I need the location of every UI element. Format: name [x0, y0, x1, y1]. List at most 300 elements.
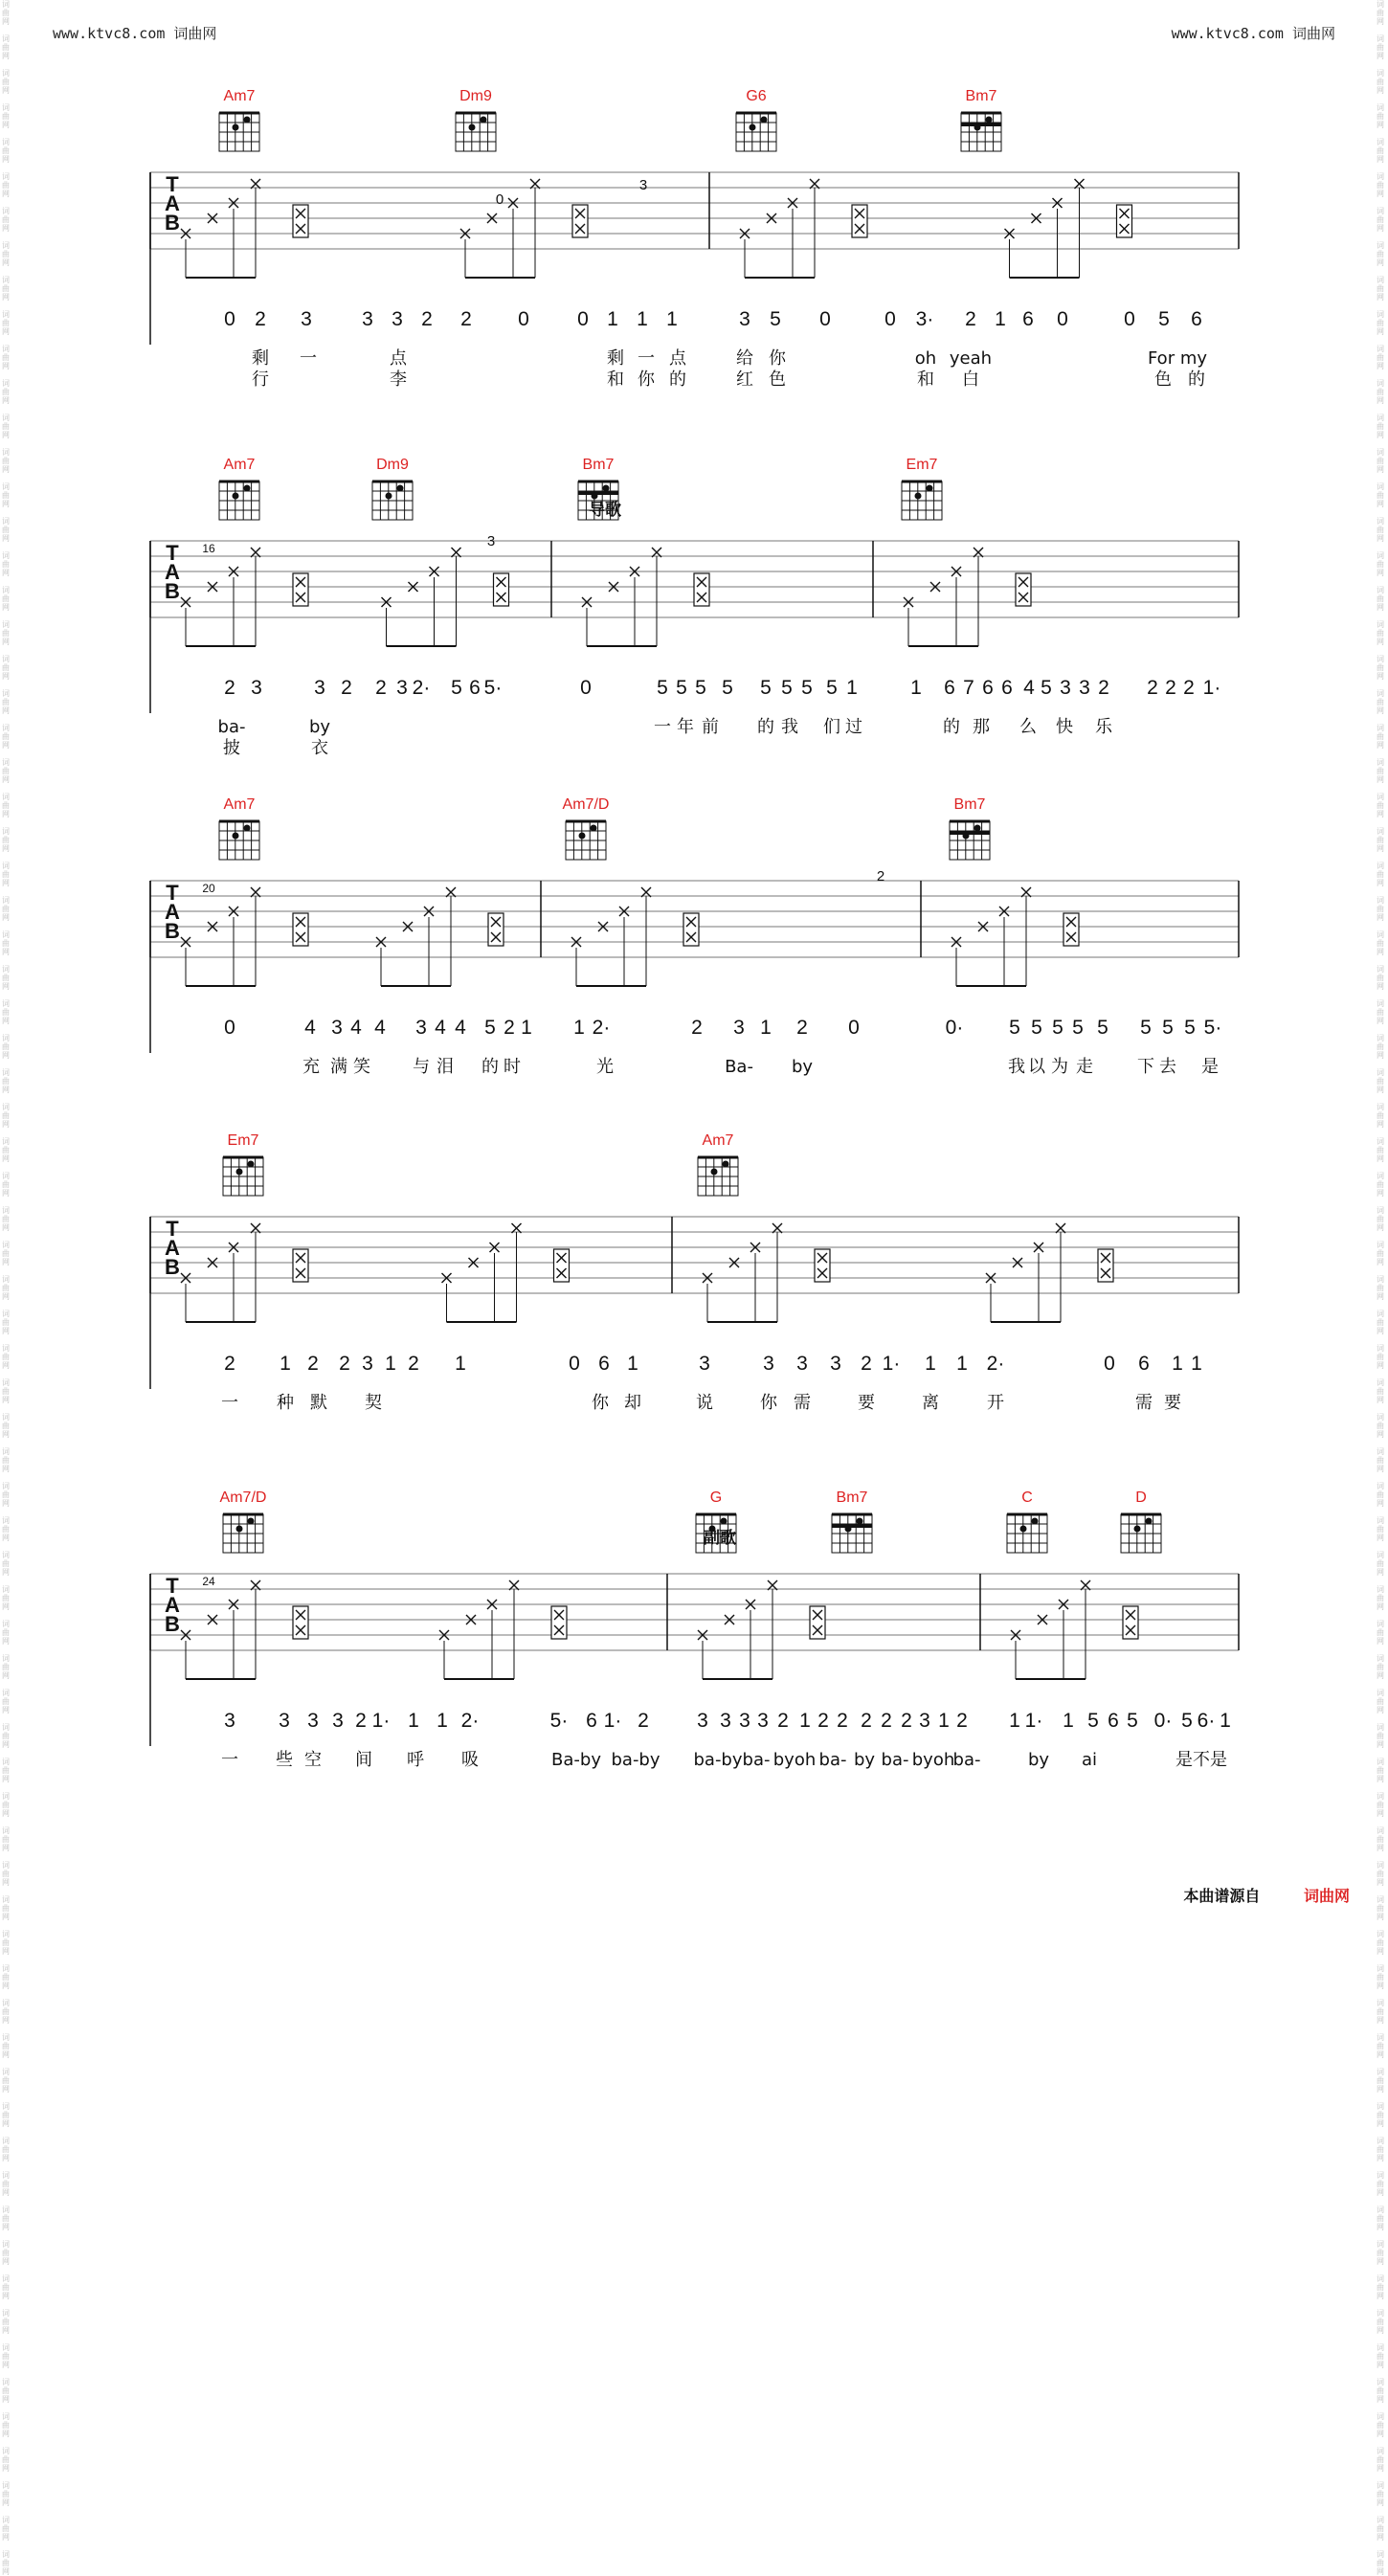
chord-dot [579, 833, 586, 840]
jianpu-note: 4 [455, 1017, 466, 1039]
lyric-line2: 行 [252, 370, 269, 390]
lyric-line1: 些 [276, 1750, 293, 1770]
chord-name: Am7/D [562, 796, 610, 813]
jianpu-note: 1 [925, 1353, 936, 1375]
chord-dot [591, 825, 597, 832]
tab-letter: A [165, 191, 180, 215]
jianpu-note: 1 [408, 1710, 419, 1732]
lyric-line1: 的 [943, 717, 960, 737]
jianpu-note: 3 [392, 308, 403, 330]
jianpu-note: 1 [1009, 1710, 1020, 1732]
tab-letter: A [165, 1236, 180, 1260]
header-site-left: www.ktvc8.com 词曲网 [53, 25, 217, 42]
lyric-line1: 种 [277, 1393, 294, 1413]
jianpu-note: 2 [881, 1710, 892, 1732]
jianpu-note: 5 [760, 677, 772, 699]
chord-dot [244, 485, 251, 492]
chord-dot [1032, 1518, 1039, 1525]
lyric-line1: 前 [702, 717, 719, 737]
jianpu-note: 0 [884, 308, 896, 330]
chord-dot [761, 117, 768, 123]
lyric-line1: 我 [781, 717, 798, 737]
chord-dot [1020, 1526, 1027, 1533]
chord-dot [1146, 1518, 1153, 1525]
jianpu-note: 1 [627, 1353, 638, 1375]
jianpu-note: 4 [374, 1017, 386, 1039]
footer [1183, 1884, 1350, 1906]
jianpu-note: 1 [385, 1353, 396, 1375]
jianpu-note: 0 [580, 677, 592, 699]
jianpu-note: 0 [819, 308, 831, 330]
jianpu-note: 0 [224, 308, 235, 330]
jianpu-note: 2 [777, 1710, 789, 1732]
jianpu-note: 1 [1191, 1353, 1202, 1375]
jianpu-note: 0· [1153, 1710, 1173, 1732]
chord-name: G6 [746, 88, 767, 104]
jianpu-note: 6 [1138, 1353, 1150, 1375]
tab-chord-box [1063, 913, 1079, 946]
jianpu-note: 5· [1203, 1017, 1222, 1039]
tab-letter: T [166, 881, 179, 905]
lyric-line1: 一 [654, 717, 671, 737]
jianpu-note: 5 [1158, 308, 1170, 330]
jianpu-note: 1· [603, 1710, 622, 1732]
jianpu-note: 1 [1172, 1353, 1183, 1375]
tab-letter: B [165, 1612, 180, 1636]
jianpu-note: 2 [861, 1353, 872, 1375]
lyric-line1: 要 [1164, 1393, 1181, 1413]
jianpu-note: 6 [1001, 677, 1013, 699]
jianpu-note: 6 [469, 677, 481, 699]
lyric-line1: 离 [922, 1393, 939, 1413]
chord-dot [233, 124, 239, 131]
jianpu-note: 4 [435, 1017, 446, 1039]
tab-letter: T [166, 172, 179, 196]
chord-diagram [456, 113, 496, 151]
tab-chord-box [683, 913, 699, 946]
jianpu-note: 3 [796, 1353, 808, 1375]
chord-name: Am7/D [219, 1490, 267, 1506]
jianpu-note: 0 [1104, 1353, 1115, 1375]
chord-dot [481, 117, 487, 123]
chord-name: Em7 [227, 1132, 259, 1149]
lyric-line1: 为 [1051, 1057, 1068, 1077]
jianpu-note: 5 [801, 677, 813, 699]
jianpu-note: 2 [638, 1710, 649, 1732]
chord-dot [248, 1161, 255, 1168]
jianpu-note: 3 [332, 1710, 344, 1732]
lyric-line1: 需 [1135, 1393, 1153, 1413]
jianpu-note: 3 [251, 677, 262, 699]
chord-dot [236, 1526, 243, 1533]
header-site-right: www.ktvc8.com 词曲网 [1171, 25, 1335, 42]
lyric-line1: by [853, 1750, 876, 1770]
jianpu-note: 3 [739, 308, 750, 330]
jianpu-note: 0 [1057, 308, 1068, 330]
lyric-line1: 空 [304, 1750, 322, 1770]
tab-letter: A [165, 560, 180, 584]
lyric-line1: 年 [677, 717, 694, 737]
chord-diagram [902, 482, 942, 520]
jianpu-note: 3 [919, 1710, 930, 1732]
jianpu-note: 1 [280, 1353, 291, 1375]
section-label-daoge: 导歌 [589, 501, 621, 520]
lyric-line1: 你 [592, 1393, 609, 1413]
jianpu-note: 3 [739, 1710, 750, 1732]
jianpu-note: 5 [1127, 1710, 1138, 1732]
lyric-line1: ba-by [611, 1750, 660, 1770]
lyric-line1: 那 [973, 717, 990, 737]
measure-number: 24 [202, 1575, 215, 1588]
lyric-line1: by [308, 717, 331, 737]
jianpu-note: 1 [573, 1017, 585, 1039]
chord-dot [927, 485, 933, 492]
chord-name: Am7 [702, 1132, 734, 1149]
jianpu-note: 5 [1009, 1017, 1020, 1039]
jianpu-note: 3 [314, 677, 325, 699]
jianpu-note: 2 [837, 1710, 848, 1732]
jianpu-note: 1 [956, 1353, 968, 1375]
chord-name: Am7 [223, 457, 256, 473]
jianpu-note: 2 [691, 1017, 703, 1039]
lyric-line2: 你 [638, 370, 655, 390]
lyric-line1: 点 [669, 348, 686, 369]
jianpu-note: 2 [965, 308, 976, 330]
lyric-line1: 剩 [252, 348, 269, 369]
chord-dot [750, 124, 756, 131]
jianpu-note: 3 [362, 1353, 373, 1375]
jianpu-note: 2 [861, 1710, 872, 1732]
chord-diagram [698, 1157, 738, 1196]
lyric-line1: 你 [769, 348, 786, 369]
jianpu-note: 4 [304, 1017, 316, 1039]
jianpu-note: 5 [1162, 1017, 1174, 1039]
jianpu-note: 1 [607, 308, 618, 330]
jianpu-note: 3 [1060, 677, 1071, 699]
chord-diagram [832, 1514, 872, 1553]
tab-chord-box [852, 205, 867, 237]
chord-diagram [1121, 1514, 1161, 1553]
jianpu-note: 2 [1165, 677, 1176, 699]
lyric-line2: 白 [962, 370, 979, 390]
lyric-line1: 么 [1019, 717, 1037, 737]
footer-source: 本曲谱源自 [1183, 1887, 1261, 1905]
tab-letter: T [166, 1217, 179, 1241]
chord-dot [986, 117, 993, 123]
lyric-line1: For my [1147, 348, 1208, 369]
lyric-line1: 快 [1056, 717, 1073, 737]
tab-letter: B [165, 579, 180, 603]
chord-diagram [961, 113, 1001, 151]
jianpu-note: 1 [437, 1710, 448, 1732]
jianpu-note: 4 [350, 1017, 362, 1039]
jianpu-note: 5 [695, 677, 706, 699]
jianpu-note: 3 [697, 1710, 708, 1732]
chord-diagram [372, 482, 413, 520]
chord-diagram [566, 821, 606, 860]
lyric-line1: 需 [794, 1393, 811, 1413]
jianpu-note: 2 [956, 1710, 968, 1732]
lyric-line1: yeah [949, 348, 993, 369]
jianpu-note: 2 [1098, 677, 1109, 699]
lyric-line1: 充 [302, 1057, 320, 1077]
jianpu-note: 5 [826, 677, 838, 699]
jianpu-note: 2 [375, 677, 387, 699]
chord-diagram [950, 821, 990, 860]
fret-number: 3 [638, 177, 648, 193]
lyric-line1: 的 [481, 1057, 499, 1077]
chord-name: Bm7 [965, 88, 997, 104]
jianpu-note: 3 [224, 1710, 235, 1732]
chord-dot [857, 1518, 863, 1525]
lyric-line1: 吸 [461, 1750, 479, 1770]
lyric-line1: 去 [1159, 1057, 1176, 1077]
jianpu-note: 2· [592, 1017, 611, 1039]
jianpu-note: 1 [910, 677, 922, 699]
lyric-line1: ba- [742, 1750, 771, 1770]
jianpu-note: 3 [279, 1710, 290, 1732]
chord-dot [915, 493, 922, 500]
chord-dot [236, 1169, 243, 1176]
jianpu-note: 2 [341, 677, 352, 699]
jianpu-note: 6 [586, 1710, 597, 1732]
jianpu-note: 1 [1063, 1710, 1074, 1732]
measure-number: 16 [202, 542, 215, 555]
chord-name: Bm7 [953, 796, 986, 813]
tab-chord-box [293, 573, 308, 606]
chord-dot [244, 825, 251, 832]
lyric-line1: byoh [772, 1750, 817, 1770]
lyric-line2: 和 [917, 370, 934, 390]
lyric-line2: 的 [1188, 370, 1205, 390]
lyric-line2: 的 [669, 370, 686, 390]
lyric-line1: byoh [911, 1750, 955, 1770]
tab-chord-box [293, 1249, 308, 1282]
lyric-line1: 时 [504, 1057, 521, 1077]
lyric-line1: by [791, 1057, 814, 1077]
jianpu-note: 6 [944, 677, 955, 699]
lyric-line1: 光 [596, 1057, 614, 1077]
chord-dot [974, 825, 981, 832]
jianpu-note: 6 [1191, 308, 1202, 330]
chord-dot [233, 493, 239, 500]
chord-name: Em7 [906, 457, 938, 473]
jianpu-note: 0 [224, 1017, 235, 1039]
jianpu-note: 3 [301, 308, 312, 330]
chord-name: Bm7 [582, 457, 615, 473]
jianpu-note: 3 [362, 308, 373, 330]
lyric-line2: 色 [1154, 370, 1172, 390]
jianpu-note: 4 [1023, 677, 1035, 699]
jianpu-note: 3 [720, 1710, 731, 1732]
tab-letter: B [165, 1255, 180, 1279]
jianpu-note: 2 [901, 1710, 912, 1732]
jianpu-note: 5 [1097, 1017, 1108, 1039]
lyric-line1: 是不是 [1175, 1750, 1227, 1770]
jianpu-note: 0 [848, 1017, 860, 1039]
jianpu-note: 2 [224, 1353, 235, 1375]
jianpu-note: 5 [1181, 1710, 1193, 1732]
tab-chord-box [494, 573, 509, 606]
jianpu-note: 3 [757, 1710, 769, 1732]
lyric-line1: 的 [757, 717, 774, 737]
footer-brand: 词曲网 [1303, 1887, 1350, 1905]
jianpu-note: 5· [483, 677, 503, 699]
chord-diagram [223, 1157, 263, 1196]
lyric-line1: 笑 [353, 1057, 370, 1077]
jianpu-note: 5 [1031, 1017, 1042, 1039]
jianpu-note: 2 [1147, 677, 1158, 699]
chord-name: C [1021, 1490, 1033, 1506]
jianpu-note: 2 [339, 1353, 350, 1375]
jianpu-note: 1 [1220, 1710, 1231, 1732]
lyric-line1: 与 [413, 1057, 430, 1077]
tab-chord-box [551, 1606, 567, 1639]
chord-dot [721, 1518, 728, 1525]
jianpu-note: 7 [963, 677, 974, 699]
jianpu-note: 3 [331, 1017, 343, 1039]
chord-diagram [223, 1514, 263, 1553]
lyric-line1: 走 [1076, 1057, 1093, 1077]
jianpu-note: 5 [1184, 1017, 1196, 1039]
jianpu-note: 1· [1024, 1710, 1043, 1732]
tab-chord-box [488, 913, 504, 946]
jianpu-note: 1 [521, 1017, 532, 1039]
chord-name: Bm7 [836, 1490, 868, 1506]
jianpu-note: 3 [699, 1353, 710, 1375]
section-label-fuge: 副歌 [704, 1529, 736, 1548]
jianpu-note: 2 [408, 1353, 419, 1375]
lyric-line1: 下 [1137, 1057, 1154, 1077]
jianpu-note: 2 [460, 308, 472, 330]
lyric-line1: 默 [310, 1393, 327, 1413]
lyric-line1: ai [1081, 1750, 1098, 1770]
lyric-line1: 呼 [407, 1750, 424, 1770]
lyric-line1: 我 [1008, 1057, 1025, 1077]
lyric-line1: 是 [1201, 1057, 1219, 1077]
chord-diagram [1007, 1514, 1047, 1553]
lyric-line1: 却 [624, 1393, 641, 1413]
jianpu-note: 1 [455, 1353, 466, 1375]
tab-letter: T [166, 541, 179, 565]
tab-chord-box [1016, 573, 1031, 606]
jianpu-note: 3 [307, 1710, 319, 1732]
lyric-line2: 衣 [311, 738, 328, 758]
lyric-line2: 和 [607, 370, 624, 390]
chord-name: Dm9 [459, 88, 492, 104]
chord-name: Dm9 [376, 457, 409, 473]
chord-dot [603, 485, 610, 492]
jianpu-note: 5 [1041, 677, 1052, 699]
jianpu-note: 3 [830, 1353, 841, 1375]
jianpu-note: 2 [224, 677, 235, 699]
lyric-line1: 们 [823, 717, 840, 737]
jianpu-note: 2· [460, 1710, 480, 1732]
side-watermark-left: 词 曲 网 词 曲 网 词 曲 网 词 曲 网 词 曲 网 词 曲 网 词 曲 网 词 曲 网 词 曲 网 词 曲 网 词 曲 网 词 曲 网 词 曲 网 词 曲 网 词 曲 网 词 曲 网 词 曲 网 词 曲 网 词 曲 网 词 曲 网 词 曲 网 词 曲 网 词 曲 网 词 曲 网 词 曲 网 词 曲 网 词 曲 网 词 曲 网 词 曲 网 词 曲 网 词 曲 网 词 曲 网 词 曲 网 词 曲 网 词 曲 网 词 曲 网 词 曲 网 词 曲 网 词 曲 网 词 曲 网 词 曲 网 词 曲 网 词 曲 网 词 曲 网 词 曲 网 词 曲 网 词 曲 网 词 曲 网 词 曲 网 词 曲 网 词 曲 网 词 曲 网 词 曲 网 词 曲 网 词 曲 网 词 曲 网 词 曲 网 词 曲 网 词 曲 网 词 曲 网 词 曲 网 词 曲 网 词 曲 网 词 曲 网 词 曲 网 词 曲 网 词 曲 网 词 曲 网 词 曲 网 词 曲 网 词 曲 网 词 曲 网 词 曲 网 词 曲 网 词 曲 网 [2, 0, 10, 2576]
lyric-line2: 李 [390, 370, 407, 390]
jianpu-note: 5 [722, 677, 733, 699]
lyric-line1: by [1027, 1750, 1050, 1770]
jianpu-note: 2· [412, 677, 431, 699]
jianpu-note: 2 [1183, 677, 1195, 699]
jianpu-note: 3 [763, 1353, 774, 1375]
jianpu-note: 6 [982, 677, 994, 699]
jianpu-note: 2 [255, 308, 266, 330]
fret-number: 2 [876, 868, 885, 885]
jianpu-note: 1 [799, 1710, 811, 1732]
jianpu-note: 5 [1052, 1017, 1063, 1039]
lyric-line1: Ba-by [551, 1750, 601, 1770]
tab-chord-box [572, 205, 588, 237]
fret-number: 0 [495, 191, 504, 208]
tab-chord-box [815, 1249, 830, 1282]
jianpu-note: 3 [733, 1017, 745, 1039]
jianpu-note: 5 [657, 677, 668, 699]
tab-chord-box [1117, 205, 1132, 237]
lyric-line1: 要 [858, 1393, 875, 1413]
tab-chord-box [293, 913, 308, 946]
chord-dot [723, 1161, 729, 1168]
jianpu-note: 0 [577, 308, 589, 330]
fret-number: 3 [486, 533, 496, 549]
jianpu-note: 2 [421, 308, 433, 330]
lyric-line1: ba- [818, 1750, 847, 1770]
lyric-line1: 点 [390, 348, 407, 369]
chord-dot [711, 1169, 718, 1176]
lyric-line1: ba- [217, 717, 246, 737]
jianpu-note: 5 [451, 677, 462, 699]
tab-letter: B [165, 211, 180, 235]
tab-chord-box [810, 1606, 825, 1639]
lyric-line1: ba- [952, 1750, 981, 1770]
tab-chord-box [1098, 1249, 1113, 1282]
lyric-line1: 一 [221, 1393, 238, 1413]
chord-dot [1134, 1526, 1141, 1533]
jianpu-note: 2 [355, 1710, 367, 1732]
chord-name: G [709, 1490, 723, 1506]
jianpu-note: 6 [1108, 1710, 1119, 1732]
jianpu-note: 1 [666, 308, 678, 330]
jianpu-note: 0 [518, 308, 529, 330]
jianpu-note: 6 [1022, 308, 1034, 330]
jianpu-note: 1· [882, 1353, 901, 1375]
chord-dot [386, 493, 392, 500]
jianpu-note: 6 [598, 1353, 610, 1375]
lyric-line1: 你 [760, 1393, 777, 1413]
chord-dot [397, 485, 404, 492]
jianpu-note: 2 [817, 1710, 829, 1732]
lyric-line1: 一 [221, 1750, 238, 1770]
jianpu-note: 5 [484, 1017, 496, 1039]
jianpu-note: 2 [504, 1017, 515, 1039]
jianpu-note: 1 [637, 308, 648, 330]
jianpu-note: 0 [1124, 308, 1135, 330]
tab-chord-box [1123, 1606, 1138, 1639]
chord-diagram [219, 113, 259, 151]
lyric-line1: ba-by [693, 1750, 743, 1770]
measure-number: 20 [202, 882, 215, 895]
jianpu-note: 0· [945, 1017, 964, 1039]
lyric-line1: 开 [987, 1393, 1004, 1413]
jianpu-note: 2 [796, 1017, 808, 1039]
lyric-line2: 披 [223, 738, 240, 758]
tab-letter: B [165, 919, 180, 943]
lyric-line2: 红 [736, 370, 753, 390]
lyric-line1: 说 [696, 1393, 713, 1413]
lyric-line1: 剩 [607, 348, 624, 369]
jianpu-note: 3· [915, 308, 934, 330]
lyric-line1: 泪 [437, 1057, 454, 1077]
